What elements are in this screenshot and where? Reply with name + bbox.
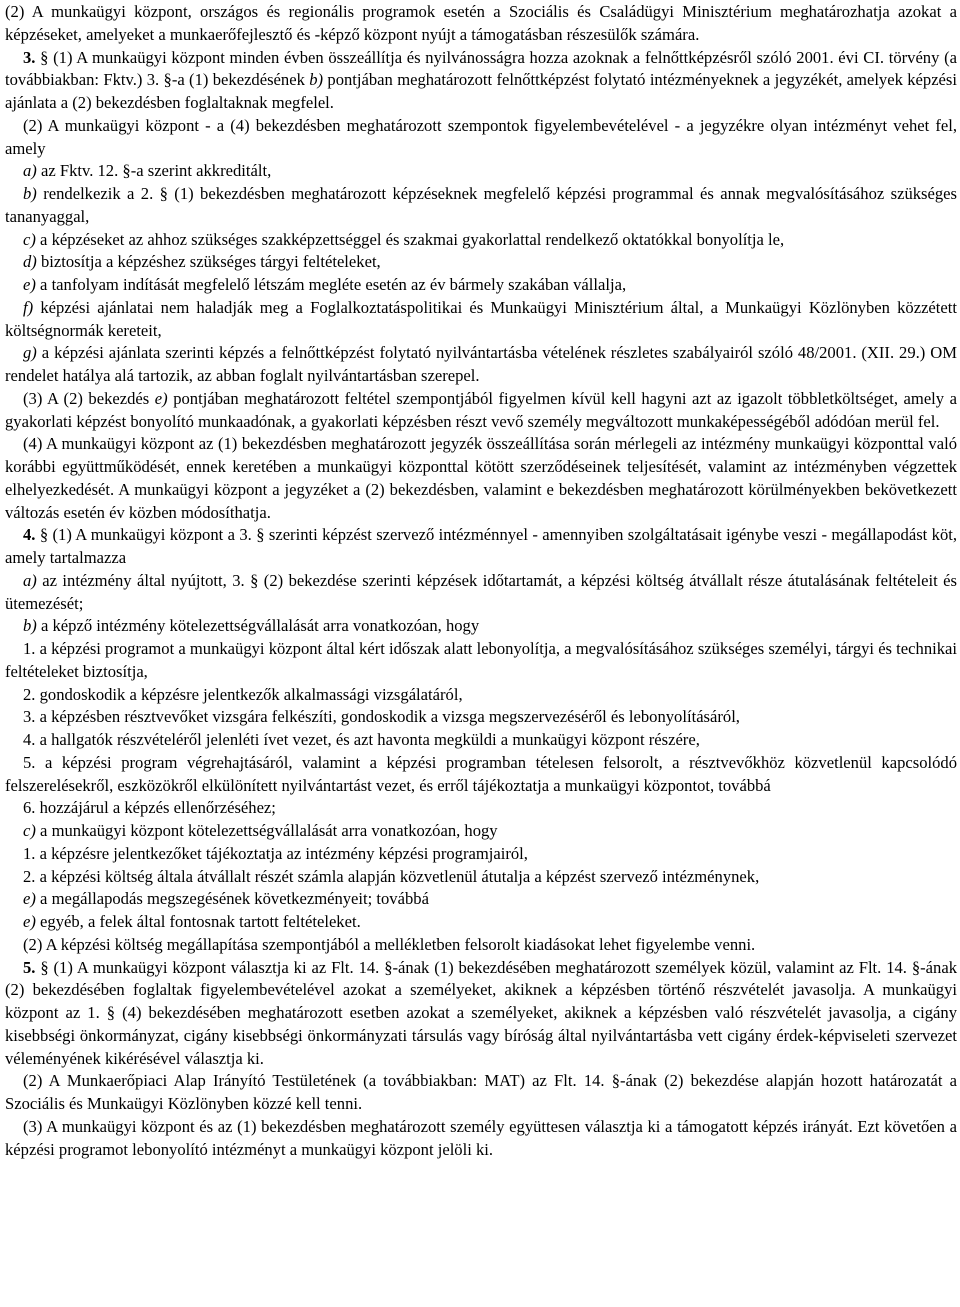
paragraph <box>5 888 957 911</box>
point-marker: f) <box>23 297 34 317</box>
paragraph <box>5 183 957 229</box>
point-marker: c) <box>23 821 36 840</box>
paragraph-text: pontjában meghatározott felnőttképzést folytató intézményeknek a jegyzékét, amelyek képzési ajánlata a (2) bekezdésben foglaltaknak megfelel. <box>5 70 957 112</box>
paragraph <box>5 797 957 820</box>
paragraph <box>5 1070 957 1116</box>
paragraph <box>5 229 957 252</box>
section-number: 5. <box>23 957 36 977</box>
paragraph-text: 1. a képzésre jelentkezőket tájékoztatja az intézmény képzési programjairól, <box>23 843 528 863</box>
point-marker: c) <box>23 229 36 249</box>
paragraph <box>5 570 957 616</box>
paragraph <box>5 115 957 161</box>
section-number: 3. <box>23 47 36 67</box>
paragraph <box>5 1116 957 1162</box>
paragraph <box>5 820 957 843</box>
point-marker: b) <box>309 70 324 90</box>
paragraph <box>5 251 957 274</box>
paragraph-text: biztosítja a képzéshez szükséges tárgyi feltételeket, <box>36 252 381 272</box>
paragraph-text: (2) A képzési költség megállapítása szempontjából a mellékletben felsorolt kiadásokat lehet figyelembe venni. <box>23 934 756 954</box>
point-marker: e) <box>154 388 168 408</box>
paragraph-text: (2) A munkaügyi központ, országos és regionális programok esetén a Szociális és Családügyi Minisztérium meghatározhatja azokat a képzéseket, amelyeket a munkaerőfejlesztő és -képző központ nyújt a támogatásban részesülők számára. <box>5 2 957 44</box>
paragraph-text: rendelkezik a 2. § (1) bekezdésben meghatározott képzéseknek megfelelő képzési programmal és annak megvalósításához szükséges tananyaggal, <box>5 184 957 226</box>
paragraph <box>5 524 957 570</box>
paragraph <box>5 934 957 957</box>
paragraph-text: a képzési ajánlata szerinti képzés a felnőttképzést folytató nyilvántartásba vételének részletes szabályairól szóló 48/2001. (XII. 29.) OM rendelet hatálya alá tartozik, az abban foglalt nyilvántartásban szerepel. <box>5 343 957 385</box>
paragraph <box>5 1 957 47</box>
paragraph-text: (2) A Munkaerőpiaci Alap Irányító Testületének (a továbbiakban: MAT) az Flt. 14. §-ának (2) bekezdése alapján hozott határozatát a Szociális és Munkaügyi Közlönyben közzé kell tenni. <box>5 1071 957 1113</box>
paragraph <box>5 866 957 889</box>
point-marker: b) <box>23 184 37 203</box>
paragraph <box>5 957 957 1071</box>
point-marker: e) <box>23 912 36 931</box>
paragraph-text: az Fktv. 12. §-a szerint akkreditált, <box>36 161 272 181</box>
point-marker: a) <box>23 161 37 181</box>
paragraph <box>5 433 957 524</box>
paragraph <box>5 911 957 934</box>
paragraph-text: a tanfolyam indítását megfelelő létszám megléte esetén az év bármely szakában vállalja, <box>35 275 627 294</box>
paragraph-text: az intézmény által nyújtott, 3. § (2) bekezdése szerinti képzések időtartamát, a képzési költség átvállalt része átutalásának feltételeit és ütemezését; <box>5 570 957 613</box>
paragraph-text: pontjában meghatározott feltétel szempontjából figyelmen kívül kell hagyni azt az igazolt többletköltséget, amely a gyakorlati képzést bonyolító munkaadónak, a gyakorlati képzésben részt vevő személy megváltozott munkaképességéből adódóan merül fel. <box>5 388 957 431</box>
paragraph-text: 6. hozzájárul a képzés ellenőrzéséhez; <box>23 798 276 818</box>
paragraph-text: (3) A (2) bekezdés <box>23 388 155 408</box>
paragraph-text: 5. a képzési program végrehajtásáról, valamint a képzési programban tételesen felsorolt, a résztvevőkhöz közvetlenül kapcsolódó felszerelésekről, eszközökről elkülönített nyilvántartást vezet, és erről tájékoztatja a munkaügyi központot, továbbá <box>5 752 957 795</box>
paragraph <box>5 274 957 297</box>
paragraph-text: 1. a képzési programot a munkaügyi központ által kért időszak alatt lebonyolítja, a megvalósításához szükséges személyi, tárgyi és technikai feltételeket biztosítja, <box>5 639 957 681</box>
point-marker: e) <box>23 889 36 909</box>
paragraph-text: 3. a képzésben résztvevőket vizsgára felkészíti, gondoskodik a vizsga megszervezéséről és lebonyolításáról, <box>23 707 740 727</box>
paragraph-text: § (1) A munkaügyi központ választja ki az Flt. 14. §-ának (1) bekezdésében meghatározott személyek közül, valamint az Flt. 14. §-ának (2) bekezdésében foglaltak figyelembevételével azokat a személyeket, akiknek a képzésben történő részvételét javasolja. A munkaügyi központ az 1. § (4) bekezdésében meghatározott esetben azokat a személyeket, akiknek a képzésben való részvételét javasolja, a cigány kisebbségi önkormányzat, cigány kisebbségi önkormányzati társulás vagy bíróság által nyilvántartásba vett cigány érdek-képviseleti szervezet véleményének kikérésével választja ki. <box>5 957 957 1068</box>
paragraph-text: 2. gondoskodik a képzésre jelentkezők alkalmassági vizsgálatáról, <box>23 684 463 704</box>
paragraph <box>5 729 957 752</box>
paragraph <box>5 684 957 707</box>
paragraph-text: 4. a hallgatók részvételéről jelenléti ívet vezet, és azt havonta megküldi a munkaügyi központ részére, <box>23 730 700 749</box>
paragraph-text: a képző intézmény kötelezettségvállalását arra vonatkozóan, hogy <box>36 616 480 636</box>
paragraph-text: képzési ajánlatai nem haladják meg a Foglalkoztatáspolitikai és Munkaügyi Minisztérium által, a Munkaügyi Közlönyben közzétett költségnormák kereteit, <box>5 297 957 340</box>
paragraph <box>5 615 957 638</box>
paragraph <box>5 388 957 434</box>
paragraph <box>5 843 957 866</box>
paragraph <box>5 47 957 115</box>
point-marker: b) <box>23 616 37 636</box>
point-marker: e) <box>23 275 36 294</box>
section-number: 4. <box>23 525 36 545</box>
paragraph <box>5 297 957 343</box>
paragraph-text: § (1) A munkaügyi központ a 3. § szerinti képzést szervező intézménnyel - amennyiben szolgáltatásait igénybe veszi - megállapodást köt, amely tartalmazza <box>5 525 957 567</box>
paragraph <box>5 638 957 684</box>
paragraph <box>5 752 957 798</box>
point-marker: a) <box>23 570 37 590</box>
paragraph-text: a képzéseket az ahhoz szükséges szakképzettséggel és szakmai gyakorlattal rendelkező oktatókkal bonyolítja le, <box>35 229 785 249</box>
paragraph-text: egyéb, a felek által fontosnak tartott feltételeket. <box>35 912 361 931</box>
paragraph-text: a megállapodás megszegésének következményeit; továbbá <box>35 889 429 909</box>
paragraph <box>5 706 957 729</box>
paragraph-text: (3) A munkaügyi központ és az (1) bekezdésben meghatározott személy együttesen választja ki a támogatott képzés irányát. Ezt követően a képzési programot lebonyolító intézményt a munkaügyi központ jelöli ki. <box>5 1116 957 1159</box>
paragraph-text: 2. a képzési költség általa átvállalt részét számla alapján közvetlenül átutalja a képzést szervező intézménynek, <box>23 866 760 886</box>
paragraph-text: (2) A munkaügyi központ - a (4) bekezdésben meghatározott szempontok figyelembevételével - a jegyzékre olyan intézményt vehet fel, amely <box>5 115 957 158</box>
paragraph-text: § (1) A munkaügyi központ minden évben összeállítja és nyilvánosságra hozza azoknak a felnőttképzésről szóló 2001. évi CI. törvény (a továbbiakban: Fktv.) 3. §-a (1) bekezdésének <box>5 47 957 90</box>
point-marker: d) <box>23 252 37 272</box>
paragraph-text: a munkaügyi központ kötelezettségvállalását arra vonatkozóan, hogy <box>35 821 498 840</box>
point-marker: g) <box>23 343 37 363</box>
paragraph <box>5 160 957 183</box>
paragraph <box>5 342 957 388</box>
paragraph-text: (4) A munkaügyi központ az (1) bekezdésben meghatározott jegyzék összeállítása során mérlegeli az intézmény munkaügyi központtal való korábbi együttműködését, ennek keretében a munkaügyi központtal kötött szerződéseinek teljesítését, valamint az intézményben végzettek elhelyezkedését. A munkaügyi központ a jegyzéket a (2) bekezdésben, valamint e bekezdésben meghatározott körülményekben bekövetkezett változás esetén év közben módosíthatja. <box>5 434 957 522</box>
